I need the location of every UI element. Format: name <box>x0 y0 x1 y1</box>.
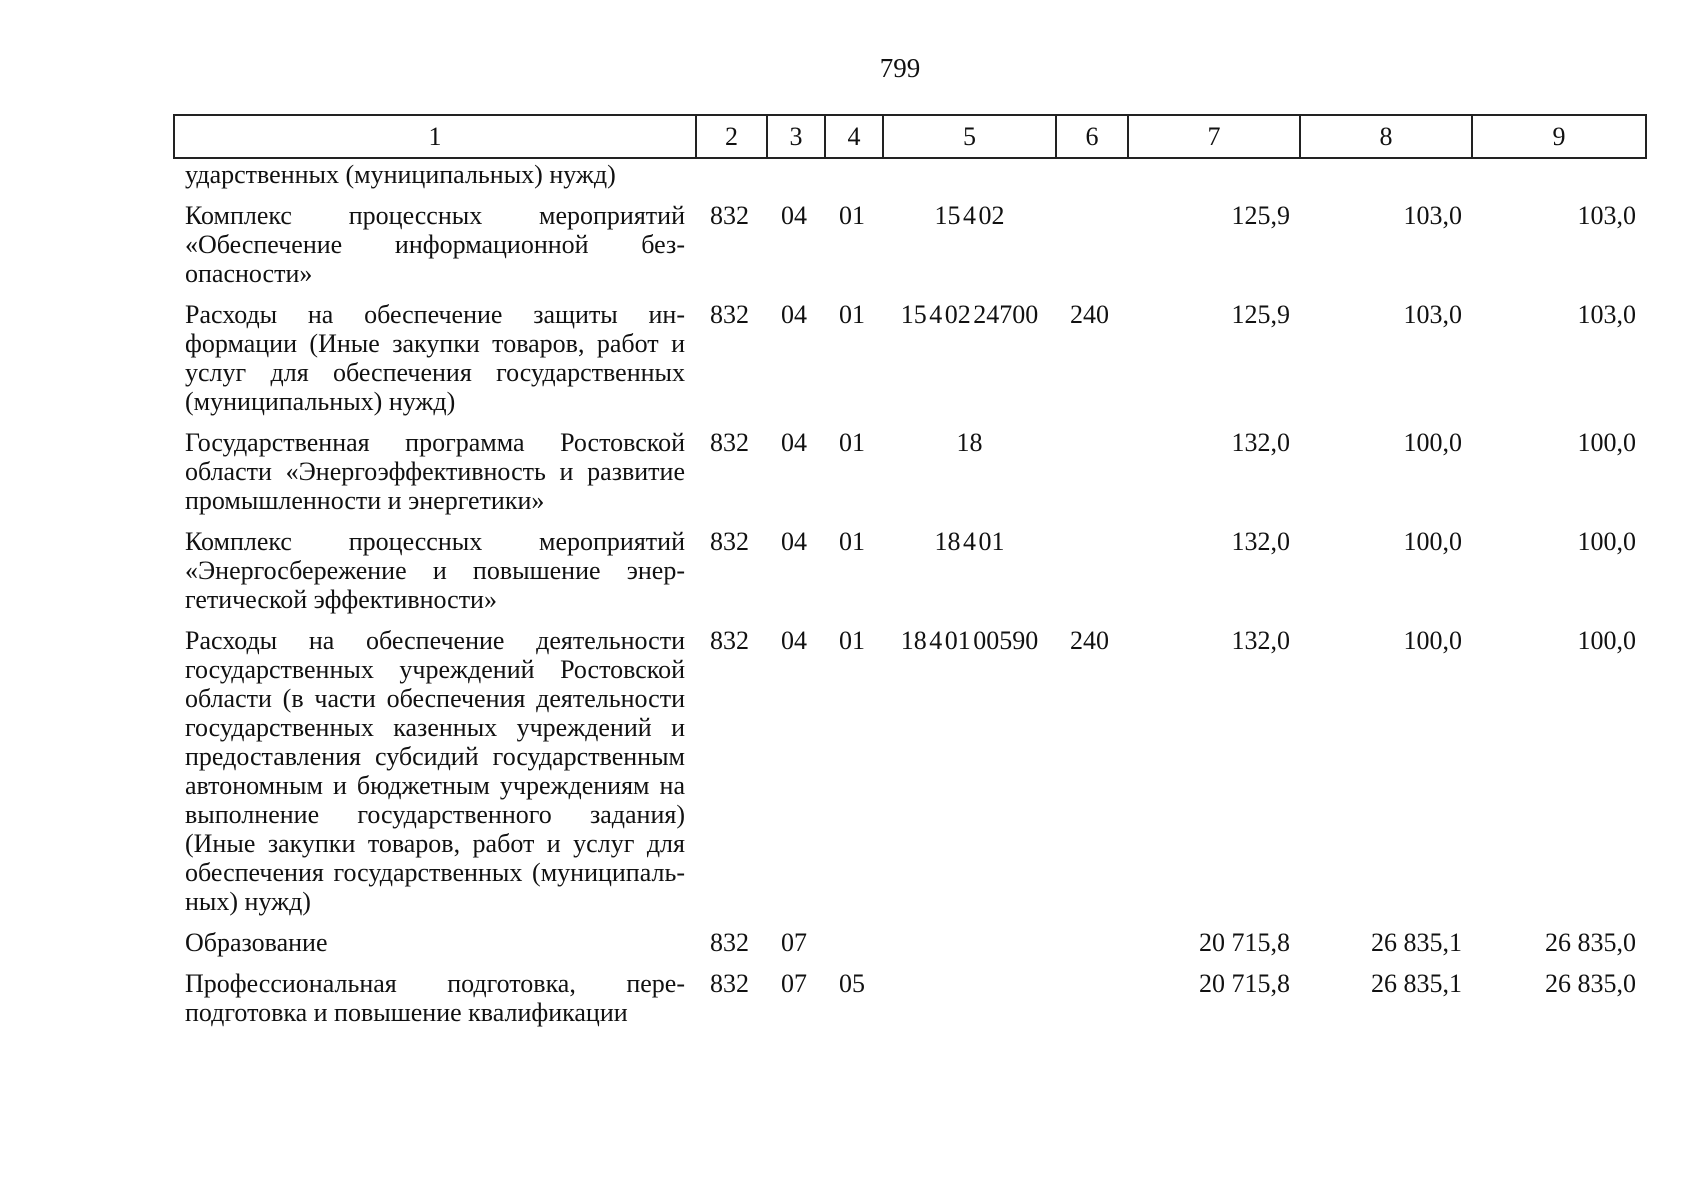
row-subsection: 01 <box>839 300 865 329</box>
row-expense-type <box>1056 416 1128 515</box>
header-col-2: 2 <box>696 115 767 158</box>
header-row <box>174 115 1646 158</box>
header-col-8: 8 <box>1300 115 1472 158</box>
row-subsection: 01 <box>839 626 865 655</box>
row-expense-type <box>1056 916 1128 957</box>
row-name: ударственных (муниципальных) нужд) <box>185 160 616 189</box>
row-expense-type <box>1056 515 1128 614</box>
row-value-col8: 100,0 <box>1403 428 1462 457</box>
row-name: Комплекс процессных мероприятий «Энергосбережение и повышение энергетической эффективности» <box>185 527 685 614</box>
row-admin-code: 832 <box>710 928 749 957</box>
row-target-article: 15 4 02 24700 <box>900 300 1039 329</box>
header-col-3: 3 <box>767 115 825 158</box>
row-section: 04 <box>781 300 807 329</box>
row-value-col8: 100,0 <box>1403 527 1462 556</box>
row-expense-type <box>1056 189 1128 288</box>
row-value-col9: 100,0 <box>1577 626 1636 655</box>
row-value-col8: 26 835,1 <box>1371 969 1462 998</box>
row-name: Образование <box>185 928 328 957</box>
header-col-5: 5 <box>883 115 1056 158</box>
row-name: Профессиональная подготовка, переподготовка и повышение квалификации <box>185 969 685 1027</box>
row-value-col9: 100,0 <box>1577 527 1636 556</box>
row-value-col9: 26 835,0 <box>1545 928 1636 957</box>
row-subsection: 01 <box>839 428 865 457</box>
table-row <box>174 614 1646 916</box>
row-value-col8: 26 835,1 <box>1371 928 1462 957</box>
row-name: Комплекс процессных мероприятий «Обеспечение информационной безопасности» <box>185 201 685 288</box>
row-target-article <box>883 158 1056 189</box>
row-target-article <box>883 916 1056 957</box>
row-section: 04 <box>781 428 807 457</box>
table-row <box>174 916 1646 957</box>
row-name: Расходы на обеспечение защиты информации (Иные закупки товаров, работ и услуг для обеспечения государственных (муниципальных) нужд) <box>185 300 685 416</box>
row-value-col7: 125,9 <box>1231 300 1290 329</box>
row-value-col9: 26 835,0 <box>1545 969 1636 998</box>
table-header <box>174 115 1646 158</box>
table-row <box>174 189 1646 288</box>
row-target-article <box>883 957 1056 1027</box>
row-value-col9: 103,0 <box>1577 300 1636 329</box>
header-col-1: 1 <box>174 115 696 158</box>
row-value-col7: 132,0 <box>1231 527 1290 556</box>
row-admin-code: 832 <box>710 626 749 655</box>
table-row <box>174 288 1646 416</box>
row-admin-code: 832 <box>710 428 749 457</box>
row-value-col7: 132,0 <box>1231 626 1290 655</box>
table-row <box>174 416 1646 515</box>
row-name: Расходы на обеспечение деятельности государственных учреждений Ростовской области (в части обеспечения деятельности государственных казенных учреждений и предоставления субсидий государственным автономным и бюджетным учреждениям на выполнение государственного задания) (Иные закупки товаров, работ и услуг для обеспечения государственных (муниципальных) нужд) <box>185 626 685 916</box>
row-value-col8: 103,0 <box>1403 300 1462 329</box>
row-section: 04 <box>781 527 807 556</box>
row-section: 04 <box>781 201 807 230</box>
row-subsection: 01 <box>839 201 865 230</box>
row-target-article: 18 <box>956 428 983 457</box>
row-section: 04 <box>781 626 807 655</box>
row-expense-type: 240 <box>1070 626 1109 655</box>
row-admin-code: 832 <box>710 300 749 329</box>
row-value-col8: 103,0 <box>1403 201 1462 230</box>
row-target-article: 18 4 01 <box>934 527 1005 556</box>
row-value-col8: 100,0 <box>1403 626 1462 655</box>
row-value-col7 <box>1128 158 1300 189</box>
row-subsection: 05 <box>839 969 865 998</box>
page-number: 799 <box>879 53 921 83</box>
row-section: 07 <box>781 928 807 957</box>
row-value-col9: 100,0 <box>1577 428 1636 457</box>
header-col-9: 9 <box>1472 115 1646 158</box>
row-target-article: 18 4 01 00590 <box>900 626 1039 655</box>
row-subsection <box>825 916 883 957</box>
row-value-col9: 103,0 <box>1577 201 1636 230</box>
row-admin-code: 832 <box>710 527 749 556</box>
row-value-col8 <box>1300 158 1472 189</box>
table-row <box>174 957 1646 1027</box>
header-col-6: 6 <box>1056 115 1128 158</box>
row-value-col7: 20 715,8 <box>1199 928 1290 957</box>
table-body <box>174 158 1646 1027</box>
row-value-col7: 125,9 <box>1231 201 1290 230</box>
row-value-col7: 20 715,8 <box>1199 969 1290 998</box>
row-expense-type: 240 <box>1070 300 1109 329</box>
table-row <box>174 515 1646 614</box>
row-target-article: 15 4 02 <box>934 201 1005 230</box>
header-col-4: 4 <box>825 115 883 158</box>
row-subsection: 01 <box>839 527 865 556</box>
row-admin-code <box>696 158 767 189</box>
row-name: Государственная программа Ростовской области «Энергоэффективность и развитие промышленности и энергетики» <box>185 428 685 515</box>
row-value-col7: 132,0 <box>1231 428 1290 457</box>
table-row <box>174 158 1646 189</box>
row-section: 07 <box>781 969 807 998</box>
row-expense-type <box>1056 158 1128 189</box>
row-subsection <box>825 158 883 189</box>
budget-table <box>173 114 1647 1027</box>
row-section <box>767 158 825 189</box>
row-expense-type <box>1056 957 1128 1027</box>
header-col-7: 7 <box>1128 115 1300 158</box>
row-admin-code: 832 <box>710 969 749 998</box>
row-value-col9 <box>1472 158 1646 189</box>
row-admin-code: 832 <box>710 201 749 230</box>
